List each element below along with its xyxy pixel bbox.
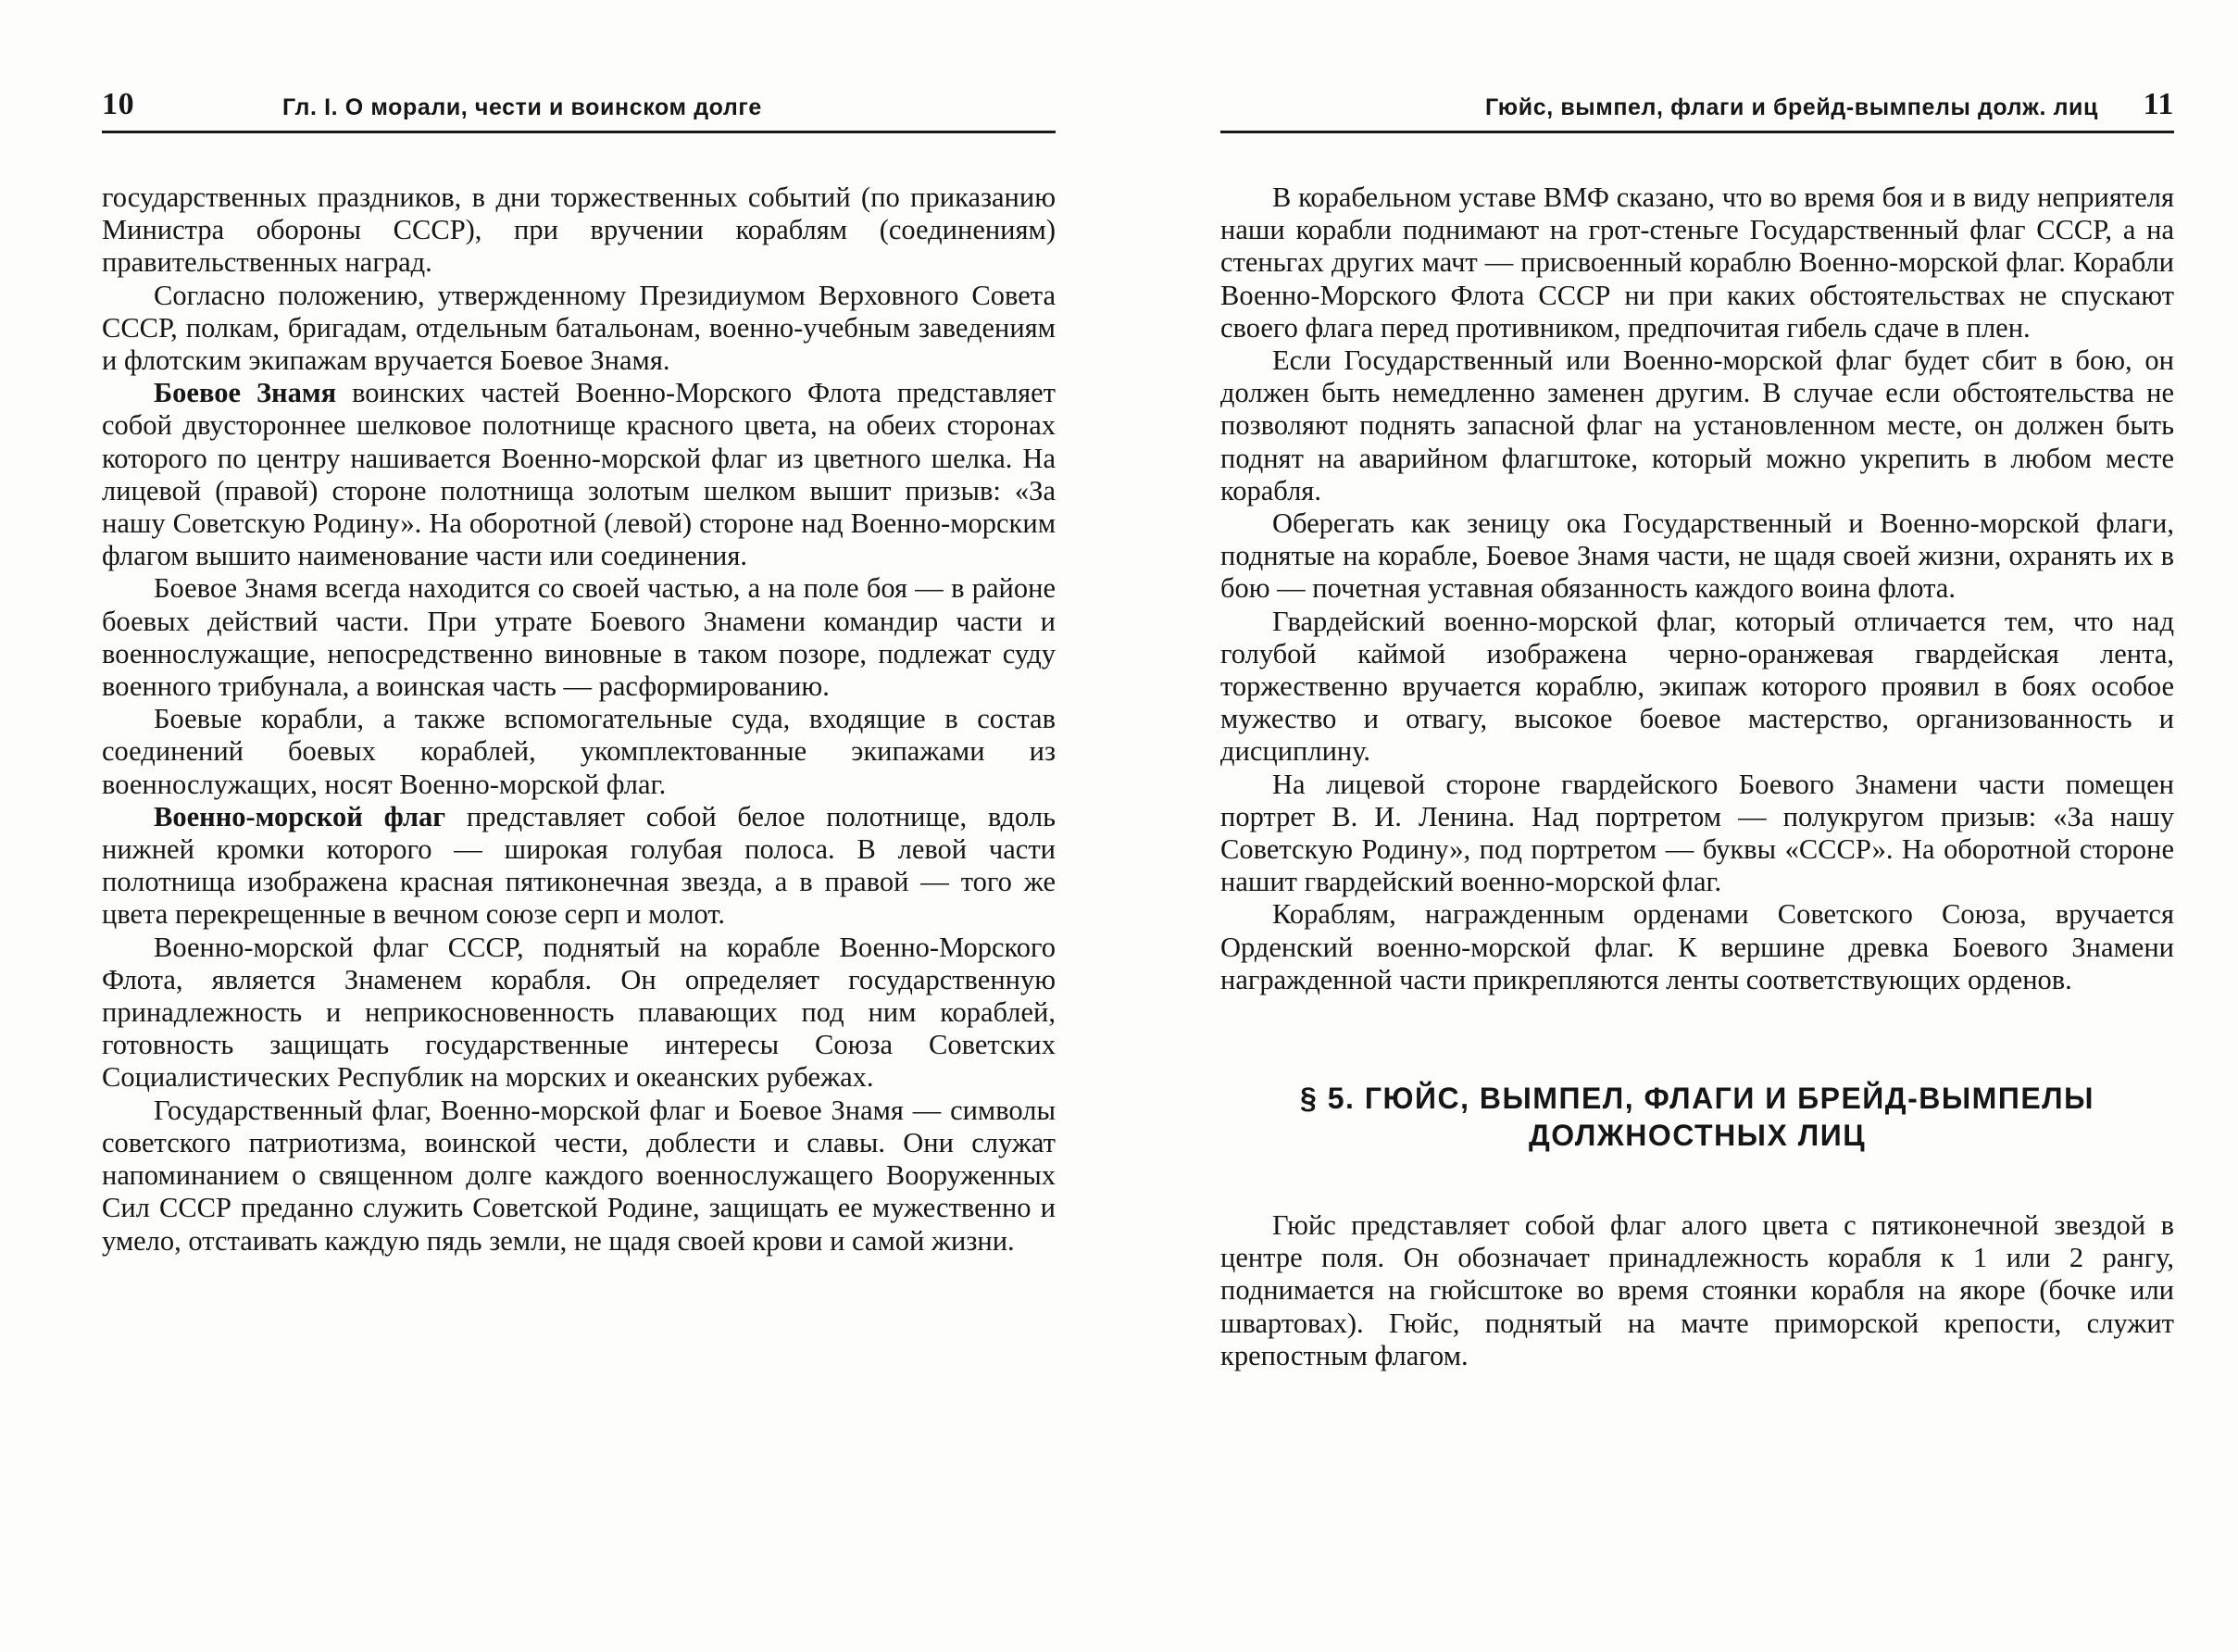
term-bold: Боевое Знамя bbox=[154, 377, 337, 409]
paragraph: государственных праздников, в дни торжественных событий (по приказанию Министра обороны СССР), при вручении кораблям (соединениям) правительственных наград. bbox=[102, 181, 1056, 279]
section-heading-line: § 5. ГЮЙС, ВЫМПЕЛ, ФЛАГИ И БРЕЙД-ВЫМПЕЛЫ bbox=[1300, 1082, 2094, 1116]
right-page bbox=[1220, 0, 2174, 1652]
header-title: Гюйс, вымпел, флаги и брейд-вымпелы долж. лиц bbox=[1484, 94, 2098, 120]
page-body bbox=[102, 181, 1056, 1258]
left-page bbox=[102, 0, 1056, 1652]
paragraph: Если Государственный или Военно-морской флаг будет сбит в бою, он должен быть немедленно заменен другим. В случае если обстоятельства не позволяют поднять запасной флаг на установленном месте, он должен быть поднят на аварийном флагштоке, который можно укрепить в любом месте корабля. bbox=[1220, 344, 2174, 507]
page-number: 10 bbox=[102, 87, 135, 121]
header-rule bbox=[102, 131, 1056, 133]
paragraph: Военно-морской флаг СССР, поднятый на корабле Военно-Морского Флота, является Знаменем корабля. Он определяет государственную принадлежность и неприкосновенность плавающих под ним кораблей, готовность защищать государственные интересы Союза Советских Социалистических Республик на морских и океанских рубежах. bbox=[102, 931, 1056, 1094]
page-number: 11 bbox=[2143, 87, 2174, 121]
paragraph: Государственный флаг, Военно-морской флаг и Боевое Знамя — символы советского патриотизма, воинской чести, доблести и славы. Они служат напоминанием о священном долге каждого военнослужащего Вооруженных Сил СССР преданно служить Советской Родине, защищать ее мужественно и умело, отстаивать каждую пядь земли, не щадя своей крови и самой жизни. bbox=[102, 1094, 1056, 1257]
paragraph: Гвардейский военно-морской флаг, который отличается тем, что над голубой каймой изображена черно-оранжевая гвардейская лента, торжественно вручается кораблю, экипаж которого проявил в боях особое мужество и отвагу, высокое боевое мастерство, организованность и дисциплину. bbox=[1220, 605, 2174, 768]
section-heading bbox=[1220, 1080, 2174, 1154]
paragraph: Гюйс представляет собой флаг алого цвета с пятиконечной звездой в центре поля. Он обозначает принадлежность корабля к 1 или 2 рангу, поднимается на гюйсштоке во время стоянки корабля на якоре (бочке или швартовах). Гюйс, поднятый на мачте приморской крепости, служит крепостным флагом. bbox=[1220, 1209, 2174, 1371]
running-header bbox=[1220, 87, 2174, 130]
paragraph: Боевые корабли, а также вспомогательные суда, входящие в состав соединений боевых кораблей, укомплектованные экипажами из военнослужащих, носят Военно-морской флаг. bbox=[102, 703, 1056, 800]
term-bold: Военно-морской флаг bbox=[154, 800, 446, 832]
paragraph: Кораблям, награжденным орденами Советского Союза, вручается Орденский военно-морской флаг. К вершине древка Боевого Знамени награжденной части прикрепляются ленты соответствующих орденов. bbox=[1220, 898, 2174, 995]
paragraph: Боевое Знамя всегда находится со своей частью, а на поле боя — в районе боевых действий части. При утрате Боевого Знамени командир части и военнослужащие, непосредственно виновные в таком позоре, подлежат суду военного трибунала, а воинская часть — расформированию. bbox=[102, 572, 1056, 703]
paragraph: В корабельном уставе ВМФ сказано, что во время боя и в виду неприятеля наши корабли поднимают на грот-стеньге Государственный флаг СССР, а на стеньгах других мачт — присвоенный кораблю Военно-морской флаг. Корабли Военно-Морского Флота СССР ни при каких обстоятельствах не спускают своего флага перед противником, предпочитая гибель сдаче в плен. bbox=[1220, 181, 2174, 344]
running-header bbox=[102, 87, 1056, 130]
paragraph: Оберегать как зеницу ока Государственный и Военно-морской флаги, поднятые на корабле, Боевое Знамя части, не щадя своей жизни, охранять их в бою — почетная уставная обязанность каждого воина флота. bbox=[1220, 507, 2174, 605]
paragraph: Военно-морской флаг представляет собой белое полотнище, вдоль нижней кромки которого — широкая голубая полоса. В левой части полотнища изображена красная пятиконечная звезда, а в правой — того же цвета перекрещенные в вечном союзе серп и молот. bbox=[102, 800, 1056, 931]
paragraph: На лицевой стороне гвардейского Боевого Знамени части помещен портрет В. И. Ленина. Над портретом — полукругом призыв: «За нашу Советскую Родину», под портретом — буквы «СССР». На оборотной стороне нашит гвардейский военно-морской флаг. bbox=[1220, 768, 2174, 898]
header-title: Гл. I. О морали, чести и воинском долге bbox=[282, 94, 762, 120]
paragraph: Боевое Знамя воинских частей Военно-Морского Флота представляет собой двустороннее шелковое полотнище красного цвета, на обеих сторонах которого по центру нашивается Военно-морской флаг из цветного шелка. На лицевой (правой) стороне полотнища золотым шелком вышит призыв: «За нашу Советскую Родину». На оборотной (левой) стороне над Военно-морским флагом вышито наименование части или соединения. bbox=[102, 377, 1056, 572]
section-heading-line: ДОЛЖНОСТНЫХ ЛИЦ bbox=[1528, 1119, 1867, 1153]
header-rule bbox=[1220, 131, 2174, 133]
page-body bbox=[1220, 181, 2174, 1372]
paragraph: Согласно положению, утвержденному Президиумом Верховного Совета СССР, полкам, бригадам, отдельным батальонам, военно-учебным заведениям и флотским экипажам вручается Боевое Знамя. bbox=[102, 279, 1056, 377]
